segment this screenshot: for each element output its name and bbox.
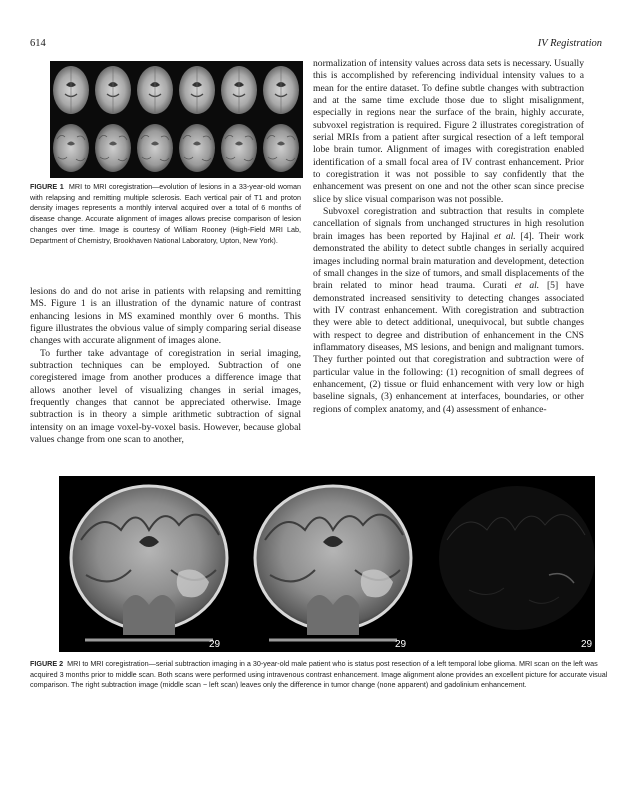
figure-1-caption-label: FIGURE 1 [30,182,64,191]
right-paragraph-2-part-b: [4]. Their work demonstrated the ability to detect subtle changes in serially acquired images including normal brain maturation and development, detection of small changes in the size of tumors, and small displacements of the brain related to minor head trauma. Curati [313,230,584,292]
figure-2-caption [30,659,615,691]
right-paragraph-2-part-c: [5] have demonstrated increased sensitivity to detecting changes associated with IV contrast enhancement. With coregistration and subtraction they were able to detect additional, unequivocal, but subtle changes with respect to degree and distribution of enhancement in the CNS inflammatory diseases, MS lesions, and benign and malignant tumors. They further pointed out that coregistration and subtraction were of particular value in the following: (1) recognition of small degrees of enhancement, (2) tissue or fluid enhancement with very low or high baseline signals, (3) enhancement at interfaces, boundaries, or other regions of complex anatomy, and (4) assessment of enhance- [313,280,585,415]
left-column [30,286,301,446]
right-paragraph-2 [313,206,584,416]
figure-2-caption-text: MRI to MRI coregistration—serial subtraction imaging in a 30-year-old male patient who is status post resection of a left temporal lobe glioma. MRI scan on the left was acquired 3 months prior to middle scan. Both scans were performed using intravenous contrast enhancement. Image alignment alone provides an excellent picture for accurate visual comparison. The right subtraction image (middle scan − left scan) leaves only the difference in tumor change (none apparent) and gadolinium enhancement. [30,659,608,690]
right-column [313,58,584,416]
figure-1-caption-text: MRI to MRI coregistration—evolution of lesions in a 33-year-old woman with relapsing and remitting multiple sclerosis. Each vertical pair of T1 and proton density images represents a monthly interval acquired over a total of 6 months of disease change. Accurate alignment of images allows precise comparison of lesion changes over time. Image is courtesy of William Rooney (High-Field MRI Lab, Department of Chemistry, Brookhaven National Laboratory, Upton, New York). [30,182,301,245]
figure-1-caption [30,182,301,246]
running-head: IV Registration [537,38,602,49]
figure-2-mri-subtraction [59,476,595,652]
slice-label-left: 29 [209,639,221,650]
slice-label-right: 29 [581,639,593,650]
slice-label-middle: 29 [395,639,407,650]
left-paragraph-1: lesions do and do not arise in patients with relapsing and remitting MS. Figure 1 is an illustration of the dynamic nature of contrast enhancing lesions in MS examined monthly over 6 months. This figure illustrates the obvious value of simply comparing serial disease changes with accurate alignment of images alone. [30,286,301,347]
page-number: 614 [30,38,46,49]
subtraction-image [439,486,595,630]
et-al-2: et al. [514,280,540,292]
figure-1-mri-grid [50,61,303,178]
right-paragraph-2-part-a: Subvoxel coregistration and subtraction that results in complete cancellation of signals from unchanged structures in high resolution brain images has been reported by Hajinal [313,206,584,242]
et-al-1: et al. [494,230,516,242]
left-paragraph-2: To further take advantage of coregistration in serial imaging, subtraction techniques can be employed. Subtraction of one coregistered image from another produces a difference image that allows another level of visualizing changes in serial images, frequently changes that cannot be appreciated otherwise. Image subtraction is in theory a simple arithmetic subtraction of signal intensity on an image voxel-by-voxel basis. However, because global values change from one scan to another, [30,347,301,446]
figure-2-caption-label: FIGURE 2 [30,659,64,668]
right-paragraph-1: normalization of intensity values across data sets is necessary. Usually this is accomplished by referencing individual intensity values to a mean for the entire dataset. To define subtle changes with subtraction and at the same time exclude those due to slight misalignment, especially in regions near the surface of the brain, highly accurate, subvoxel registration is required. Figure 2 illustrates coregistration of serial MRIs from a patient after surgical resection of a left temporal lobe brain tumor. Alignment of images with coregistration enabled identification of a small focal area of IV contrast enhancement. Prior to coregistration it was not possible to say confidently that the enhancement was present on one and not the other scan since precise slice by slice visual comparison was not possible. [313,58,584,205]
